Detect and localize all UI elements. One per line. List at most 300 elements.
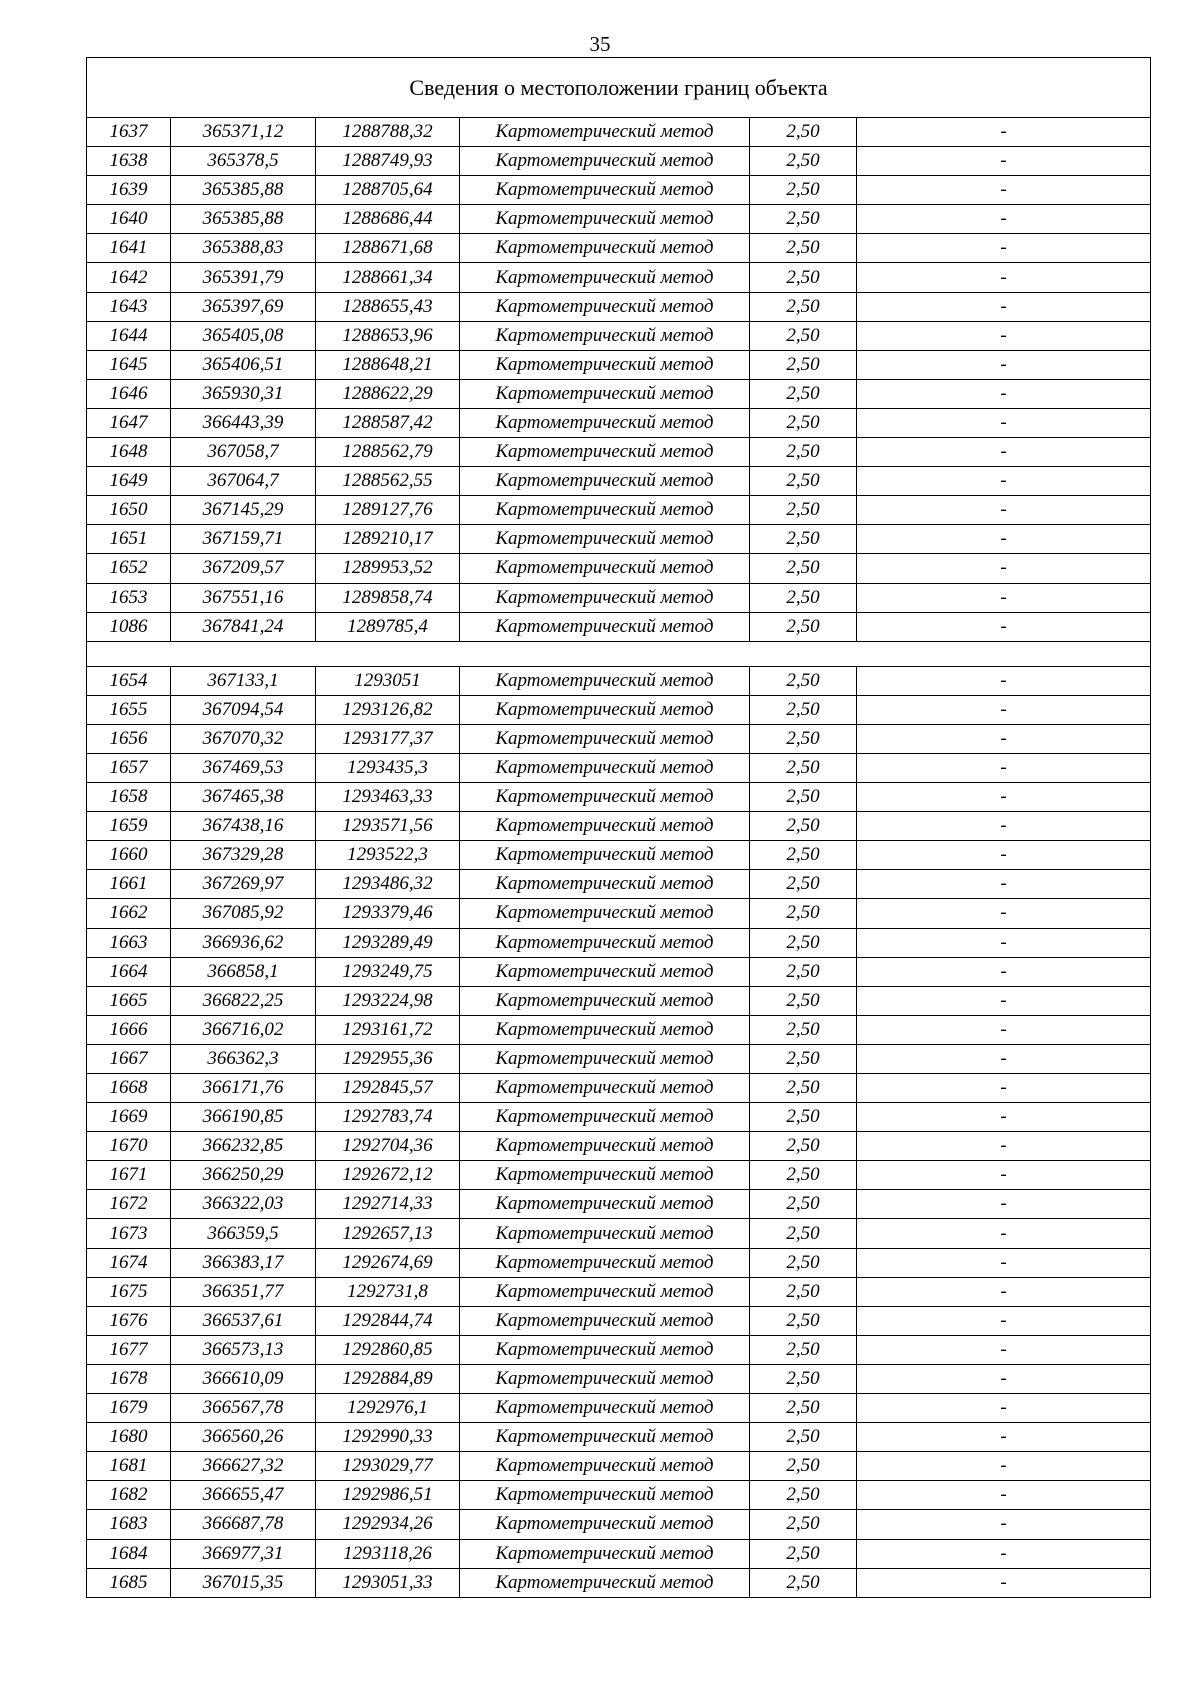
- table-row: [87, 1452, 1151, 1481]
- method-cell: Картометрический метод: [460, 1103, 750, 1132]
- table-row: [87, 147, 1151, 176]
- x-coordinate-cell: 365405,08: [171, 321, 316, 350]
- accuracy-cell: 2,50: [750, 438, 857, 467]
- description-cell: -: [857, 928, 1151, 957]
- description-cell: -: [857, 1103, 1151, 1132]
- point-number-cell: 1662: [87, 899, 171, 928]
- accuracy-cell: 2,50: [750, 612, 857, 641]
- accuracy-cell: 2,50: [750, 263, 857, 292]
- y-coordinate-cell: 1293224,98: [316, 986, 460, 1015]
- table-row: [87, 928, 1151, 957]
- method-cell: Картометрический метод: [460, 695, 750, 724]
- accuracy-cell: 2,50: [750, 1394, 857, 1423]
- method-cell: Картометрический метод: [460, 1074, 750, 1103]
- x-coordinate-cell: 366610,09: [171, 1364, 316, 1393]
- point-number-cell: 1657: [87, 753, 171, 782]
- table-row: [87, 1015, 1151, 1044]
- description-cell: -: [857, 1190, 1151, 1219]
- table-row: [87, 870, 1151, 899]
- point-number-cell: 1649: [87, 467, 171, 496]
- x-coordinate-cell: 367841,24: [171, 612, 316, 641]
- method-cell: Картометрический метод: [460, 1394, 750, 1423]
- accuracy-cell: 2,50: [750, 1423, 857, 1452]
- boundary-table: [86, 57, 1151, 1598]
- description-cell: -: [857, 957, 1151, 986]
- y-coordinate-cell: 1292884,89: [316, 1364, 460, 1393]
- x-coordinate-cell: 365397,69: [171, 292, 316, 321]
- accuracy-cell: 2,50: [750, 870, 857, 899]
- table-row: [87, 118, 1151, 147]
- point-number-cell: 1683: [87, 1510, 171, 1539]
- method-cell: Картометрический метод: [460, 1161, 750, 1190]
- description-cell: -: [857, 176, 1151, 205]
- table-row: [87, 234, 1151, 263]
- method-cell: Картометрический метод: [460, 899, 750, 928]
- y-coordinate-cell: 1293126,82: [316, 695, 460, 724]
- y-coordinate-cell: 1292674,69: [316, 1248, 460, 1277]
- method-cell: Картометрический метод: [460, 1364, 750, 1393]
- x-coordinate-cell: 367064,7: [171, 467, 316, 496]
- group-separator-cell: [87, 641, 1151, 666]
- description-cell: -: [857, 1364, 1151, 1393]
- method-cell: Картометрический метод: [460, 147, 750, 176]
- accuracy-cell: 2,50: [750, 1277, 857, 1306]
- x-coordinate-cell: 367145,29: [171, 496, 316, 525]
- y-coordinate-cell: 1288655,43: [316, 292, 460, 321]
- method-cell: Картометрический метод: [460, 467, 750, 496]
- table-row: [87, 1190, 1151, 1219]
- description-cell: -: [857, 899, 1151, 928]
- accuracy-cell: 2,50: [750, 1510, 857, 1539]
- method-cell: Картометрический метод: [460, 525, 750, 554]
- x-coordinate-cell: 367269,97: [171, 870, 316, 899]
- accuracy-cell: 2,50: [750, 928, 857, 957]
- method-cell: Картометрический метод: [460, 1219, 750, 1248]
- description-cell: -: [857, 1335, 1151, 1364]
- y-coordinate-cell: 1293571,56: [316, 812, 460, 841]
- description-cell: -: [857, 870, 1151, 899]
- description-cell: -: [857, 1219, 1151, 1248]
- table-row: [87, 695, 1151, 724]
- description-cell: -: [857, 408, 1151, 437]
- method-cell: Картометрический метод: [460, 1568, 750, 1597]
- description-cell: -: [857, 1568, 1151, 1597]
- accuracy-cell: 2,50: [750, 1044, 857, 1073]
- accuracy-cell: 2,50: [750, 695, 857, 724]
- point-number-cell: 1642: [87, 263, 171, 292]
- point-number-cell: 1644: [87, 321, 171, 350]
- table-row: [87, 753, 1151, 782]
- y-coordinate-cell: 1292976,1: [316, 1394, 460, 1423]
- table-row: [87, 1161, 1151, 1190]
- accuracy-cell: 2,50: [750, 525, 857, 554]
- accuracy-cell: 2,50: [750, 1161, 857, 1190]
- method-cell: Картометрический метод: [460, 812, 750, 841]
- method-cell: Картометрический метод: [460, 783, 750, 812]
- accuracy-cell: 2,50: [750, 1306, 857, 1335]
- accuracy-cell: 2,50: [750, 957, 857, 986]
- point-number-cell: 1661: [87, 870, 171, 899]
- x-coordinate-cell: 367551,16: [171, 583, 316, 612]
- accuracy-cell: 2,50: [750, 986, 857, 1015]
- description-cell: -: [857, 1248, 1151, 1277]
- table-row: [87, 321, 1151, 350]
- x-coordinate-cell: 367070,32: [171, 724, 316, 753]
- table-row: [87, 612, 1151, 641]
- point-number-cell: 1685: [87, 1568, 171, 1597]
- point-number-cell: 1684: [87, 1539, 171, 1568]
- x-coordinate-cell: 365388,83: [171, 234, 316, 263]
- y-coordinate-cell: 1288788,32: [316, 118, 460, 147]
- y-coordinate-cell: 1292704,36: [316, 1132, 460, 1161]
- method-cell: Картометрический метод: [460, 350, 750, 379]
- description-cell: -: [857, 1161, 1151, 1190]
- description-cell: -: [857, 583, 1151, 612]
- method-cell: Картометрический метод: [460, 408, 750, 437]
- x-coordinate-cell: 366573,13: [171, 1335, 316, 1364]
- table-row: [87, 1364, 1151, 1393]
- point-number-cell: 1643: [87, 292, 171, 321]
- y-coordinate-cell: 1288562,79: [316, 438, 460, 467]
- point-number-cell: 1680: [87, 1423, 171, 1452]
- table-row: [87, 1335, 1151, 1364]
- method-cell: Картометрический метод: [460, 1481, 750, 1510]
- accuracy-cell: 2,50: [750, 1539, 857, 1568]
- accuracy-cell: 2,50: [750, 899, 857, 928]
- x-coordinate-cell: 366383,17: [171, 1248, 316, 1277]
- x-coordinate-cell: 366322,03: [171, 1190, 316, 1219]
- x-coordinate-cell: 366627,32: [171, 1452, 316, 1481]
- point-number-cell: 1665: [87, 986, 171, 1015]
- x-coordinate-cell: 365371,12: [171, 118, 316, 147]
- y-coordinate-cell: 1288622,29: [316, 379, 460, 408]
- description-cell: -: [857, 1074, 1151, 1103]
- table-row: [87, 408, 1151, 437]
- y-coordinate-cell: 1292731,8: [316, 1277, 460, 1306]
- table-row: [87, 379, 1151, 408]
- x-coordinate-cell: 366171,76: [171, 1074, 316, 1103]
- accuracy-cell: 2,50: [750, 583, 857, 612]
- x-coordinate-cell: 366687,78: [171, 1510, 316, 1539]
- description-cell: -: [857, 118, 1151, 147]
- description-cell: -: [857, 438, 1151, 467]
- y-coordinate-cell: 1293522,3: [316, 841, 460, 870]
- method-cell: Картометрический метод: [460, 1277, 750, 1306]
- method-cell: Картометрический метод: [460, 841, 750, 870]
- description-cell: -: [857, 147, 1151, 176]
- y-coordinate-cell: 1292844,74: [316, 1306, 460, 1335]
- y-coordinate-cell: 1293118,26: [316, 1539, 460, 1568]
- y-coordinate-cell: 1293051: [316, 666, 460, 695]
- table-row: [87, 1306, 1151, 1335]
- y-coordinate-cell: 1292714,33: [316, 1190, 460, 1219]
- description-cell: -: [857, 321, 1151, 350]
- method-cell: Картометрический метод: [460, 1015, 750, 1044]
- accuracy-cell: 2,50: [750, 408, 857, 437]
- table-row: [87, 205, 1151, 234]
- point-number-cell: 1641: [87, 234, 171, 263]
- accuracy-cell: 2,50: [750, 554, 857, 583]
- accuracy-cell: 2,50: [750, 147, 857, 176]
- description-cell: -: [857, 350, 1151, 379]
- point-number-cell: 1651: [87, 525, 171, 554]
- description-cell: -: [857, 1510, 1151, 1539]
- table-row: [87, 496, 1151, 525]
- table-row: [87, 1539, 1151, 1568]
- point-number-cell: 1670: [87, 1132, 171, 1161]
- y-coordinate-cell: 1293161,72: [316, 1015, 460, 1044]
- y-coordinate-cell: 1292934,26: [316, 1510, 460, 1539]
- accuracy-cell: 2,50: [750, 321, 857, 350]
- table-row: [87, 1510, 1151, 1539]
- point-number-cell: 1678: [87, 1364, 171, 1393]
- description-cell: -: [857, 1539, 1151, 1568]
- point-number-cell: 1638: [87, 147, 171, 176]
- x-coordinate-cell: 366858,1: [171, 957, 316, 986]
- x-coordinate-cell: 366362,3: [171, 1044, 316, 1073]
- table-row: [87, 957, 1151, 986]
- x-coordinate-cell: 367094,54: [171, 695, 316, 724]
- point-number-cell: 1654: [87, 666, 171, 695]
- table-row: [87, 1044, 1151, 1073]
- point-number-cell: 1675: [87, 1277, 171, 1306]
- x-coordinate-cell: 366537,61: [171, 1306, 316, 1335]
- x-coordinate-cell: 366443,39: [171, 408, 316, 437]
- accuracy-cell: 2,50: [750, 176, 857, 205]
- x-coordinate-cell: 366567,78: [171, 1394, 316, 1423]
- y-coordinate-cell: 1289953,52: [316, 554, 460, 583]
- x-coordinate-cell: 367438,16: [171, 812, 316, 841]
- method-cell: Картометрический метод: [460, 1335, 750, 1364]
- method-cell: Картометрический метод: [460, 1510, 750, 1539]
- group-separator-row: [87, 641, 1151, 666]
- accuracy-cell: 2,50: [750, 812, 857, 841]
- x-coordinate-cell: 367058,7: [171, 438, 316, 467]
- x-coordinate-cell: 367015,35: [171, 1568, 316, 1597]
- point-number-cell: 1658: [87, 783, 171, 812]
- x-coordinate-cell: 366822,25: [171, 986, 316, 1015]
- table-row: [87, 841, 1151, 870]
- method-cell: Картометрический метод: [460, 554, 750, 583]
- table-row: [87, 438, 1151, 467]
- table-row: [87, 525, 1151, 554]
- table-row: [87, 583, 1151, 612]
- table-row: [87, 1394, 1151, 1423]
- accuracy-cell: 2,50: [750, 205, 857, 234]
- table-row: [87, 1423, 1151, 1452]
- table-row: [87, 666, 1151, 695]
- accuracy-cell: 2,50: [750, 1335, 857, 1364]
- point-number-cell: 1655: [87, 695, 171, 724]
- x-coordinate-cell: 366560,26: [171, 1423, 316, 1452]
- method-cell: Картометрический метод: [460, 1044, 750, 1073]
- y-coordinate-cell: 1288587,42: [316, 408, 460, 437]
- y-coordinate-cell: 1288686,44: [316, 205, 460, 234]
- accuracy-cell: 2,50: [750, 1103, 857, 1132]
- description-cell: -: [857, 292, 1151, 321]
- method-cell: Картометрический метод: [460, 496, 750, 525]
- point-number-cell: 1671: [87, 1161, 171, 1190]
- x-coordinate-cell: 365378,5: [171, 147, 316, 176]
- accuracy-cell: 2,50: [750, 292, 857, 321]
- x-coordinate-cell: 367469,53: [171, 753, 316, 782]
- point-number-cell: 1640: [87, 205, 171, 234]
- accuracy-cell: 2,50: [750, 118, 857, 147]
- method-cell: Картометрический метод: [460, 292, 750, 321]
- x-coordinate-cell: 366232,85: [171, 1132, 316, 1161]
- y-coordinate-cell: 1293249,75: [316, 957, 460, 986]
- point-number-cell: 1664: [87, 957, 171, 986]
- y-coordinate-cell: 1292860,85: [316, 1335, 460, 1364]
- description-cell: -: [857, 467, 1151, 496]
- description-cell: -: [857, 554, 1151, 583]
- method-cell: Картометрический метод: [460, 1132, 750, 1161]
- description-cell: -: [857, 724, 1151, 753]
- point-number-cell: 1672: [87, 1190, 171, 1219]
- accuracy-cell: 2,50: [750, 350, 857, 379]
- method-cell: Картометрический метод: [460, 205, 750, 234]
- x-coordinate-cell: 366977,31: [171, 1539, 316, 1568]
- point-number-cell: 1656: [87, 724, 171, 753]
- method-cell: Картометрический метод: [460, 321, 750, 350]
- point-number-cell: 1669: [87, 1103, 171, 1132]
- x-coordinate-cell: 367465,38: [171, 783, 316, 812]
- table-row: [87, 1132, 1151, 1161]
- method-cell: Картометрический метод: [460, 1248, 750, 1277]
- table-row: [87, 1568, 1151, 1597]
- method-cell: Картометрический метод: [460, 1423, 750, 1452]
- table-row: [87, 1074, 1151, 1103]
- point-number-cell: 1681: [87, 1452, 171, 1481]
- description-cell: -: [857, 1481, 1151, 1510]
- page-number: 35: [589, 32, 611, 56]
- point-number-cell: 1647: [87, 408, 171, 437]
- y-coordinate-cell: 1292845,57: [316, 1074, 460, 1103]
- x-coordinate-cell: 367133,1: [171, 666, 316, 695]
- table-row: [87, 1277, 1151, 1306]
- y-coordinate-cell: 1288749,93: [316, 147, 460, 176]
- description-cell: -: [857, 1306, 1151, 1335]
- table-row: [87, 724, 1151, 753]
- x-coordinate-cell: 365406,51: [171, 350, 316, 379]
- table-row: [87, 176, 1151, 205]
- point-number-cell: 1653: [87, 583, 171, 612]
- y-coordinate-cell: 1293289,49: [316, 928, 460, 957]
- y-coordinate-cell: 1289858,74: [316, 583, 460, 612]
- x-coordinate-cell: 365391,79: [171, 263, 316, 292]
- description-cell: -: [857, 205, 1151, 234]
- x-coordinate-cell: 366250,29: [171, 1161, 316, 1190]
- accuracy-cell: 2,50: [750, 234, 857, 263]
- x-coordinate-cell: 365385,88: [171, 205, 316, 234]
- y-coordinate-cell: 1293029,77: [316, 1452, 460, 1481]
- method-cell: Картометрический метод: [460, 928, 750, 957]
- y-coordinate-cell: 1292990,33: [316, 1423, 460, 1452]
- description-cell: -: [857, 666, 1151, 695]
- x-coordinate-cell: 366351,77: [171, 1277, 316, 1306]
- y-coordinate-cell: 1292672,12: [316, 1161, 460, 1190]
- description-cell: -: [857, 1423, 1151, 1452]
- y-coordinate-cell: 1292955,36: [316, 1044, 460, 1073]
- method-cell: Картометрический метод: [460, 438, 750, 467]
- y-coordinate-cell: 1289785,4: [316, 612, 460, 641]
- method-cell: Картометрический метод: [460, 957, 750, 986]
- method-cell: Картометрический метод: [460, 753, 750, 782]
- x-coordinate-cell: 366190,85: [171, 1103, 316, 1132]
- y-coordinate-cell: 1289127,76: [316, 496, 460, 525]
- method-cell: Картометрический метод: [460, 1190, 750, 1219]
- y-coordinate-cell: 1292657,13: [316, 1219, 460, 1248]
- accuracy-cell: 2,50: [750, 841, 857, 870]
- table-title-row: [87, 58, 1151, 118]
- table-row: [87, 986, 1151, 1015]
- table-row: [87, 350, 1151, 379]
- y-coordinate-cell: 1292783,74: [316, 1103, 460, 1132]
- x-coordinate-cell: 367159,71: [171, 525, 316, 554]
- accuracy-cell: 2,50: [750, 1568, 857, 1597]
- point-number-cell: 1667: [87, 1044, 171, 1073]
- method-cell: Картометрический метод: [460, 724, 750, 753]
- x-coordinate-cell: 367085,92: [171, 899, 316, 928]
- accuracy-cell: 2,50: [750, 783, 857, 812]
- accuracy-cell: 2,50: [750, 1190, 857, 1219]
- y-coordinate-cell: 1293051,33: [316, 1568, 460, 1597]
- point-number-cell: 1652: [87, 554, 171, 583]
- table-row: [87, 1248, 1151, 1277]
- accuracy-cell: 2,50: [750, 1132, 857, 1161]
- boundary-table-body: [87, 58, 1151, 1598]
- description-cell: -: [857, 525, 1151, 554]
- point-number-cell: 1660: [87, 841, 171, 870]
- method-cell: Картометрический метод: [460, 1452, 750, 1481]
- point-number-cell: 1648: [87, 438, 171, 467]
- description-cell: -: [857, 1394, 1151, 1423]
- x-coordinate-cell: 367209,57: [171, 554, 316, 583]
- description-cell: -: [857, 1452, 1151, 1481]
- point-number-cell: 1663: [87, 928, 171, 957]
- method-cell: Картометрический метод: [460, 118, 750, 147]
- accuracy-cell: 2,50: [750, 666, 857, 695]
- description-cell: -: [857, 1277, 1151, 1306]
- table-row: [87, 812, 1151, 841]
- y-coordinate-cell: 1288648,21: [316, 350, 460, 379]
- accuracy-cell: 2,50: [750, 753, 857, 782]
- point-number-cell: 1673: [87, 1219, 171, 1248]
- description-cell: -: [857, 783, 1151, 812]
- description-cell: -: [857, 986, 1151, 1015]
- accuracy-cell: 2,50: [750, 467, 857, 496]
- point-number-cell: 1086: [87, 612, 171, 641]
- point-number-cell: 1679: [87, 1394, 171, 1423]
- point-number-cell: 1637: [87, 118, 171, 147]
- method-cell: Картометрический метод: [460, 583, 750, 612]
- point-number-cell: 1650: [87, 496, 171, 525]
- accuracy-cell: 2,50: [750, 1248, 857, 1277]
- y-coordinate-cell: 1293177,37: [316, 724, 460, 753]
- description-cell: -: [857, 612, 1151, 641]
- accuracy-cell: 2,50: [750, 379, 857, 408]
- accuracy-cell: 2,50: [750, 1481, 857, 1510]
- table-row: [87, 783, 1151, 812]
- method-cell: Картометрический метод: [460, 870, 750, 899]
- y-coordinate-cell: 1288671,68: [316, 234, 460, 263]
- accuracy-cell: 2,50: [750, 1219, 857, 1248]
- point-number-cell: 1666: [87, 1015, 171, 1044]
- method-cell: Картометрический метод: [460, 1539, 750, 1568]
- point-number-cell: 1639: [87, 176, 171, 205]
- table-row: [87, 292, 1151, 321]
- method-cell: Картометрический метод: [460, 666, 750, 695]
